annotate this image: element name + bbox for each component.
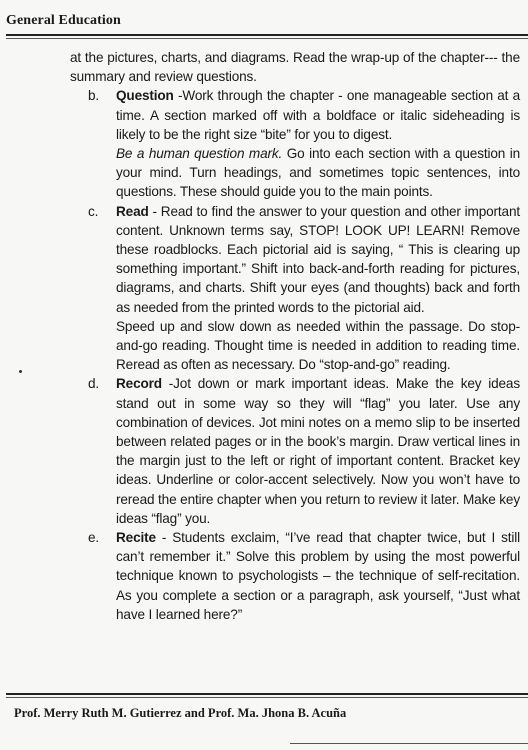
- item-letter: e.: [88, 530, 100, 546]
- footer-rule: [6, 693, 528, 695]
- page-body: [70, 48, 520, 624]
- item-paragraph-2: [116, 144, 520, 202]
- item-lead: Record: [116, 376, 162, 392]
- item-body: [116, 528, 520, 624]
- item-letter: c.: [88, 203, 99, 219]
- item-paragraph-2: Speed up and slow down as needed within the passage. Do stop-and-go reading. Thought time is needed in addition to reading time. Reread as often as necessary. Do “stop-and-go” reading.: [116, 318, 520, 373]
- item-letter: b.: [88, 88, 100, 104]
- footer-bottom-rule: [290, 743, 528, 744]
- item-paragraph: [116, 374, 520, 528]
- header-rule: [6, 34, 528, 36]
- item-text-2: Go into each section with a question in your mind. Turn headings, and sometimes topic sentences, into questions. These should guide you to the main points.: [116, 146, 520, 200]
- item-body: [116, 202, 520, 375]
- item-italic: Be a human question mark.: [116, 146, 283, 162]
- item-lead: Recite: [116, 530, 156, 546]
- item-text: -Work through the chapter - one manageable section at a time. A section marked off with a boldface or italic sideheading is likely to be the right size “bite” for you to digest.: [116, 88, 520, 142]
- item-body: [116, 86, 520, 201]
- item-text: - Students exclaim, “I’ve read that chapter twice, but I still can’t remember it.” Solve this problem by using the most powerful technique known to psychologists – the technique of self-recitation. As you complete a section or a paragraph, ask yourself, “Just what have I learned here?”: [116, 530, 520, 622]
- item-body: [116, 374, 520, 528]
- item-text: - Read to find the answer to your question and other important content. Unknown terms say, STOP! LOOK UP! LEARN! Remove these roadblocks. Each pictorial aid is saying, “ This is clearing up something important.” Shift into back-and-forth reading for pictures, diagrams, and charts. Shift your eyes (and thoughts) back and forth as needed from the printed words to the pictorial aid.: [116, 203, 520, 315]
- item-text: -Jot down or mark important ideas. Make the key ideas stand out in some way so they will “flag” you later. Use any combination of devices. Jot mini notes on a memo slip to be inserted between related pages or in the book’s margin. Draw vertical lines in the margin just to the left or right of important content. Bracket key ideas. Underline or color-accent selectively. Now you won’t have to reread the entire chapter when you return to review it later. Make key ideas “flag” you.: [116, 376, 520, 526]
- header-rule-thin: [6, 38, 528, 39]
- list-item-record: [70, 374, 520, 528]
- item-paragraph: [116, 202, 520, 317]
- intro-paragraph: at the pictures, charts, and diagrams. Read the wrap-up of the chapter--- the summary and review questions.: [70, 50, 520, 85]
- list-item-question: [70, 86, 520, 201]
- list-item-recite: [70, 528, 520, 624]
- footer-rule-thin: [6, 697, 528, 698]
- running-header: General Education: [6, 13, 121, 28]
- scan-speck: [19, 370, 22, 373]
- item-lead: Read: [116, 203, 149, 219]
- item-paragraph: [116, 528, 520, 624]
- item-paragraph: [116, 86, 520, 144]
- item-lead: Question: [116, 88, 174, 104]
- running-footer: Prof. Merry Ruth M. Gutierrez and Prof. Ma. Jhona B. Acuña: [14, 706, 347, 720]
- list-item-read: [70, 202, 520, 375]
- item-letter: d.: [88, 376, 100, 392]
